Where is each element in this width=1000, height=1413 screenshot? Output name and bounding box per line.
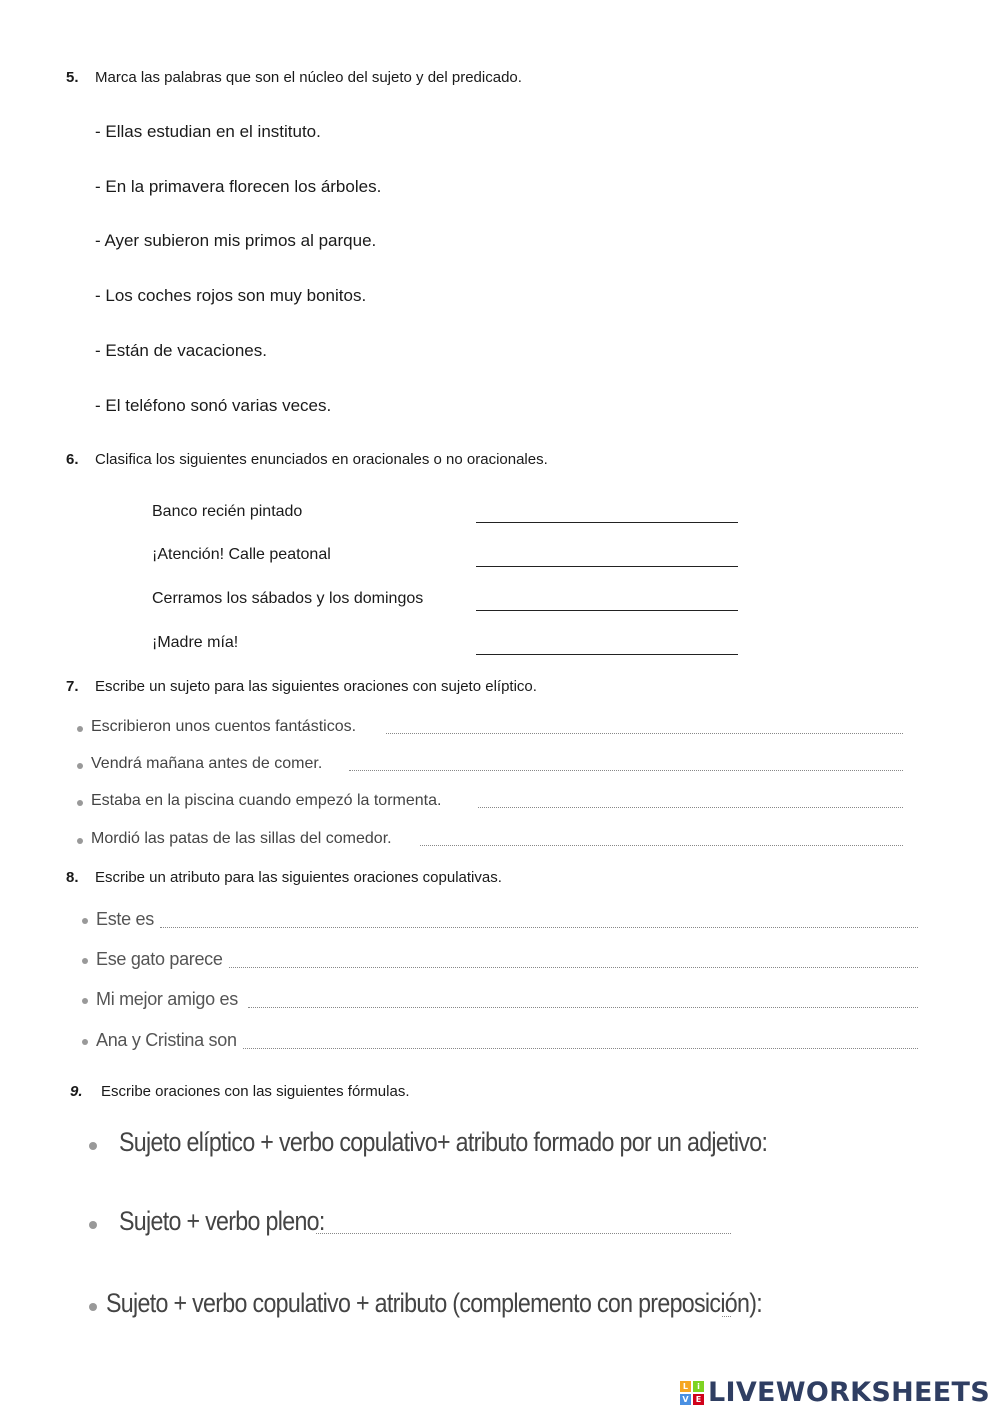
q9-answer-line[interactable] — [316, 1233, 731, 1234]
q6-answer-line[interactable] — [476, 610, 738, 611]
question-7-instruction: Escribe un sujeto para las siguientes oraciones con sujeto elíptico. — [95, 678, 537, 695]
logo-letter: i — [693, 1381, 704, 1392]
bullet-icon — [82, 1039, 88, 1045]
q8-answer-line[interactable] — [248, 1007, 918, 1008]
liveworksheets-logo — [680, 1377, 990, 1408]
q8-answer-line[interactable] — [243, 1048, 918, 1049]
q5-sentence[interactable]: - El teléfono sonó varias veces. — [95, 396, 332, 415]
q7-item: Estaba en la piscina cuando empezó la tormenta. — [91, 792, 442, 809]
q9-item: Sujeto elíptico + verbo copulativo+ atributo formado por un adjetivo: — [119, 1127, 768, 1157]
q6-answer-line[interactable] — [476, 654, 738, 655]
q7-answer-line[interactable] — [420, 845, 903, 846]
q6-item: Cerramos los sábados y los domingos — [152, 590, 424, 607]
q8-item: Ese gato parece — [96, 949, 223, 969]
question-9-number: 9. — [70, 1083, 83, 1100]
q7-answer-line[interactable] — [478, 807, 903, 808]
q5-sentence[interactable]: - Los coches rojos son muy bonitos. — [95, 286, 367, 305]
q7-item: Mordió las patas de las sillas del comedor. — [91, 830, 392, 847]
bullet-icon — [82, 998, 88, 1004]
bullet-icon — [77, 726, 83, 732]
q5-sentence[interactable]: - Están de vacaciones. — [95, 341, 267, 360]
q6-item: ¡Madre mía! — [152, 634, 239, 651]
q7-item: Escribieron unos cuentos fantásticos. — [91, 718, 357, 735]
question-6-instruction: Clasifica los siguientes enunciados en oracionales o no oracionales. — [95, 451, 548, 468]
q7-answer-line[interactable] — [349, 770, 903, 771]
q8-item: Ana y Cristina son — [96, 1030, 237, 1050]
q9-item: Sujeto + verbo copulativo + atributo (complemento con preposición): — [106, 1288, 763, 1318]
logo-text: LIVEWORKSHEETS — [707, 1377, 990, 1408]
q8-answer-line[interactable] — [160, 927, 918, 928]
q8-item: Mi mejor amigo es — [96, 989, 238, 1009]
question-7-number: 7. — [66, 678, 79, 695]
question-8-number: 8. — [66, 869, 79, 886]
bullet-icon — [82, 918, 88, 924]
bullet-icon — [82, 958, 88, 964]
logo-letter: E — [693, 1394, 704, 1405]
bullet-icon — [89, 1221, 97, 1229]
bullet-icon — [77, 838, 83, 844]
q8-answer-line[interactable] — [229, 967, 918, 968]
q7-answer-line[interactable] — [386, 733, 903, 734]
bullet-icon — [89, 1142, 97, 1150]
logo-letter: L — [680, 1381, 691, 1392]
bullet-icon — [89, 1303, 97, 1311]
question-5-number: 5. — [66, 69, 79, 86]
q7-item: Vendrá mañana antes de comer. — [91, 755, 323, 772]
q6-answer-line[interactable] — [476, 566, 738, 567]
question-6-number: 6. — [66, 451, 79, 468]
question-5-instruction: Marca las palabras que son el núcleo del sujeto y del predicado. — [95, 69, 522, 86]
bullet-icon — [77, 763, 83, 769]
q6-item: ¡Atención! Calle peatonal — [152, 546, 331, 563]
q6-item: Banco recién pintado — [152, 503, 303, 520]
q9-answer-line[interactable] — [722, 1316, 731, 1317]
q6-answer-line[interactable] — [476, 522, 738, 523]
q9-item: Sujeto + verbo pleno: — [119, 1206, 325, 1236]
q5-sentence[interactable]: - Ellas estudian en el instituto. — [95, 122, 321, 141]
logo-letter: V — [680, 1394, 691, 1405]
question-8-instruction: Escribe un atributo para las siguientes oraciones copulativas. — [95, 869, 502, 886]
q5-sentence[interactable]: - Ayer subieron mis primos al parque. — [95, 231, 377, 250]
logo-mark-icon — [680, 1381, 704, 1405]
q8-item: Este es — [96, 909, 154, 929]
bullet-icon — [77, 800, 83, 806]
question-9-instruction: Escribe oraciones con las siguientes fórmulas. — [101, 1083, 410, 1100]
q5-sentence[interactable]: - En la primavera florecen los árboles. — [95, 177, 382, 196]
